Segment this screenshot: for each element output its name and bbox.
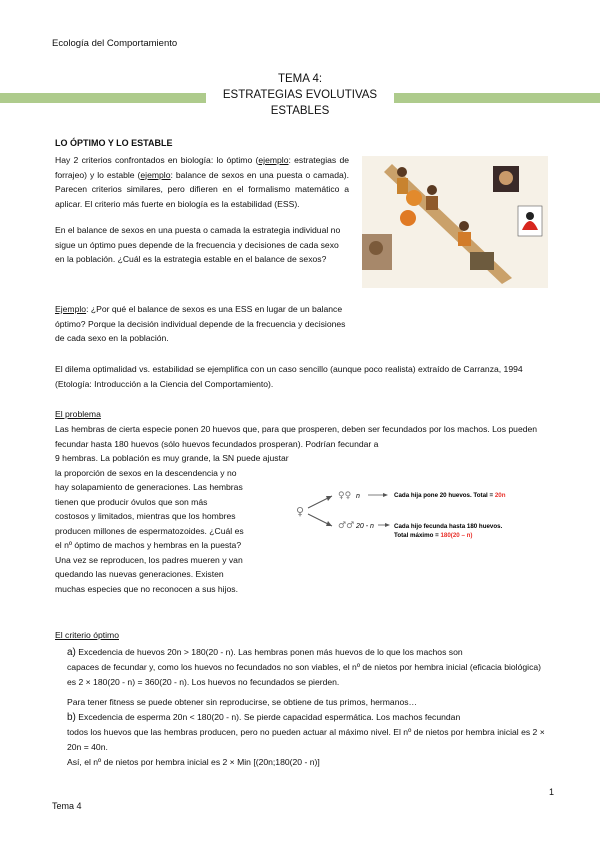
mother-symbol: ♀ — [296, 505, 305, 518]
problem-line: tienen que producir óvulos que son más — [55, 496, 208, 507]
dilemma-paragraph: El dilema optimalidad vs. estabilidad se ejemplifica con un caso sencillo (aunque poco realista) extraído de Carranza, 1994 (Etología: Introducción a la Ciencia del Comportamiento). — [55, 364, 523, 389]
problem-line: Una vez se reproducen, los padres mueren y van — [55, 554, 243, 565]
female-symbol: ♀♀ — [338, 491, 352, 501]
running-header: Ecología del Comportamiento — [52, 38, 178, 49]
case-b-label: b) — [67, 712, 76, 723]
example-link-2[interactable]: ejemplo — [140, 169, 171, 180]
problem-paragraph-rest — [55, 451, 317, 596]
male-symbol: ♂♂ — [338, 521, 355, 531]
example-paragraph: Ejemplo: ¿Por qué el balance de sexos es una ESS en lugar de un balance óptimo? Porque la decisión individual depende de la frecuencia y decisiones de cada sexo en la población. — [55, 304, 346, 343]
section-heading: LO ÓPTIMO Y LO ESTABLE — [55, 138, 173, 148]
problem-line: quedando las nuevas generaciones. Existen — [55, 569, 224, 579]
case-a-first-line: a) Excedencia de huevos 20n > 180(20 - n). Las hembras ponen más huevos de lo que los machos son — [67, 647, 463, 658]
example-link-1[interactable]: ejemplo — [258, 155, 289, 165]
problem-line: muchas especies que no reconocen a sus hijos. — [55, 583, 238, 594]
optimum-heading: El criterio óptimo — [55, 630, 119, 640]
sex-balance-paragraph: En el balance de sexos en una puesta o camada la estrategia individual no sigue un óptimo pues depende de la frecuencia y decisiones de cada sexo en la población. ¿Cuál es la estrategia estable en el balance de sexos? — [55, 225, 341, 264]
male-count: 20 - n — [356, 523, 374, 530]
title-line-3: ESTABLES — [270, 105, 330, 117]
footer-left: Tema 4 — [52, 801, 82, 811]
problem-line: 9 hembras. La población es muy grande, la SN puede ajustar — [55, 453, 289, 463]
case-a-label: a) — [67, 647, 76, 658]
problem-line: la proporción de sexos en la descendencia y no — [55, 467, 237, 478]
case-b-first-line: b) Excedencia de esperma 20n < 180(20 - n). Se pierde capacidad espermática. Los machos fecundan — [67, 712, 461, 723]
offspring-diagram — [290, 476, 550, 546]
problem-paragraph-start: Las hembras de cierta especie ponen 20 huevos que, para que prosperen, deben ser fecundados por los machos. Los pueden fecundar hasta 180 huevos (sólo huevos fecundados prosperan). Podrían fecundar a — [55, 424, 538, 449]
case-a-rest: capaces de fecundar y, como los huevos no fecundados no son viables, el nº de nietos por hembra inicial (eficacia biológica) es 2 × 180(20 - n) = 360(20 - n). Los huevos no fecundados se pierden. — [67, 662, 542, 687]
title-line-1: TEMA 4: — [277, 73, 323, 85]
fitness-note: Para tener fitness se puede obtener sin reproducirse, se obtiene de tus primos, hermanos… — [67, 697, 418, 707]
male-caption-1: Cada hijo fecunda hasta 180 huevos. — [394, 523, 503, 530]
page-number: 1 — [549, 787, 555, 797]
case-b-rest: todos los huevos que las hembras producen, pero no pueden actuar al máximo nivel. El nº de nietos por hembra inicial es 2 × 20n = 40n. — [67, 727, 545, 752]
conclusion-line: Así, el nº de nietos por hembra inicial es 2 × Min [(20n;180(20 - n)] — [67, 757, 320, 767]
problem-line: el nº óptimo de machos y hembras en la puesta? — [55, 540, 242, 550]
illustration — [362, 156, 548, 288]
male-caption-2: Total máximo = 180(20 – n) — [394, 532, 473, 539]
female-caption: Cada hija pone 20 huevos. Total = 20n — [394, 492, 506, 499]
problem-line: costosos y limitados, mientras que los hombres — [55, 511, 236, 521]
illustration-figures — [362, 156, 548, 288]
female-count: n — [356, 493, 360, 500]
intro-paragraph: Hay 2 criterios confrontados en biología: lo óptimo (ejemplo: estrategias de forrajeo) y lo estable (ejemplo: balance de sexos en una puesta o camada). Parecen criterios similares, pero difieren en el formalismo matemático a aplicar. El criterio más fuerte en biología es la estabilidad (ESS). — [55, 155, 350, 209]
title-line-2: ESTRATEGIAS EVOLUTIVAS — [222, 89, 378, 101]
example-label: Ejemplo — [55, 304, 87, 314]
problem-line: hay solapamiento de generaciones. Las hembras — [55, 482, 243, 492]
problem-heading: El problema — [55, 409, 101, 419]
problem-line: producen millones de espermatozoides. ¿Cuál es — [55, 525, 244, 536]
